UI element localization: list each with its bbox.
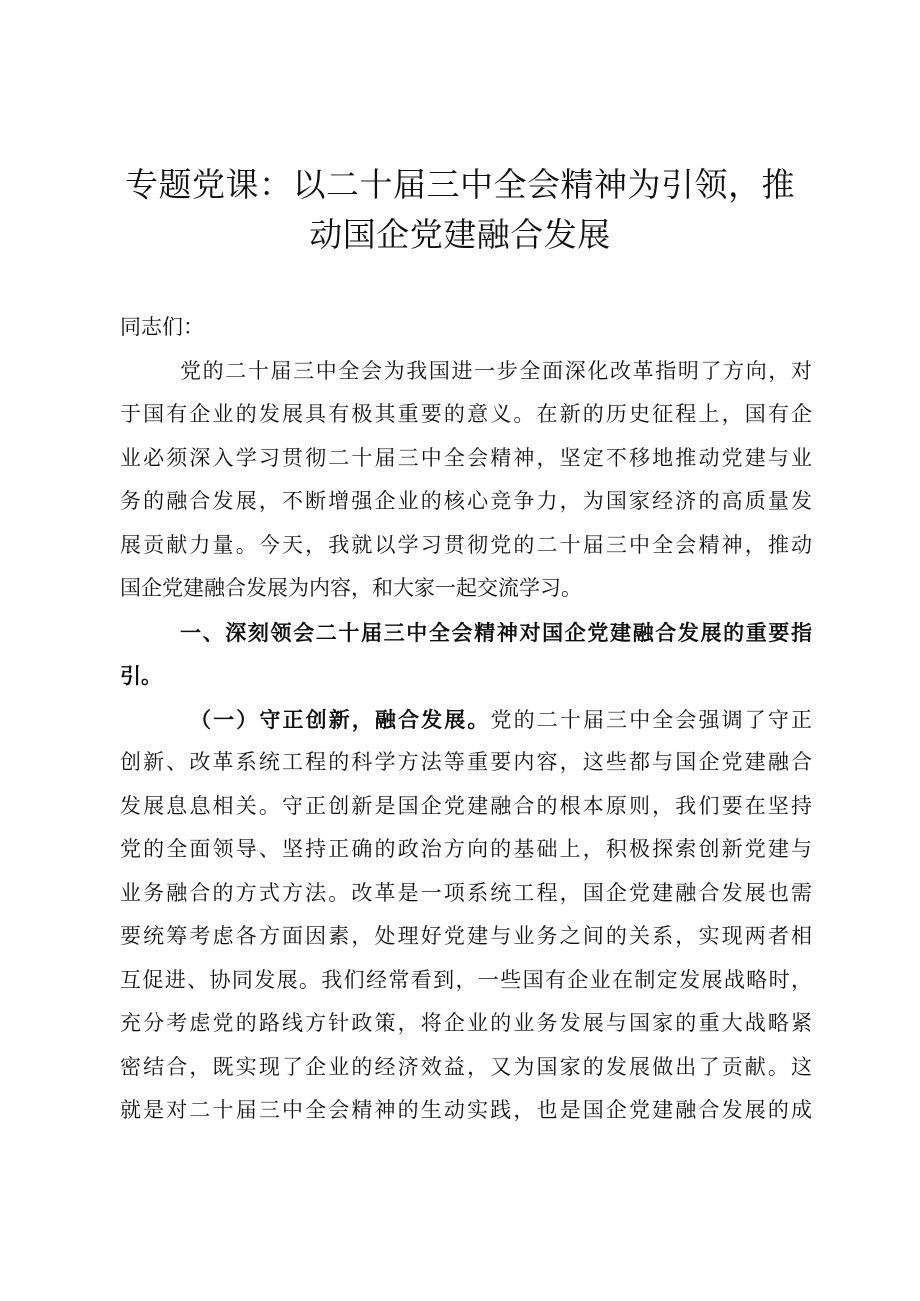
subsection-heading: （一）守正创新，融合发展。 bbox=[190, 706, 491, 732]
intro-line: 于国有企业的发展具有极其重要的意义。在新的历史征程上，国有企 bbox=[120, 402, 812, 426]
intro-line: 国企党建融合发展为内容，和大家一起交流学习。 bbox=[120, 576, 582, 600]
subsection-line: 充分考虑党的路线方针政策，将企业的业务发展与国家的重大战略紧 bbox=[120, 1011, 812, 1035]
subsection-line: 密结合，既实现了企业的经济效益，又为国家的发展做出了贡献。这 bbox=[120, 1054, 812, 1079]
intro-line: 展贡献力量。今天，我就以学习贯彻党的二十届三中全会精神，推动 bbox=[120, 532, 812, 557]
subsection-line: 创新、改革系统工程的科学方法等重要内容，这些都与国企党建融合 bbox=[120, 750, 812, 774]
title-line-2: 动国企党建融合发展 bbox=[309, 215, 611, 254]
intro-line: 务的融合发展，不断增强企业的核心竞争力，为国家经济的高质量发 bbox=[120, 489, 812, 513]
subsection-line: 互促进、协同发展。我们经常看到，一些国有企业在制定发展战略时， bbox=[120, 967, 812, 992]
document-body bbox=[120, 306, 812, 1133]
subsection-first-line bbox=[120, 698, 812, 742]
section-heading-line: 一、深刻领会二十届三中全会精神对国企党建融合发展的重要指 bbox=[180, 619, 812, 645]
intro-line: 业必须深入学习贯彻二十届三中全会精神，坚定不移地推动党建与业 bbox=[120, 445, 812, 470]
salutation: 同志们： bbox=[120, 315, 204, 339]
subsection-line: 业务融合的方式方法。改革是一项系统工程，国企党建融合发展也需 bbox=[120, 880, 812, 905]
subsection-line: 党的全面领导、坚持正确的政治方向的基础上，积极探索创新党建与 bbox=[120, 837, 812, 861]
subsection-first-line-text: 党的二十届三中全会强调了守正 bbox=[490, 707, 812, 732]
subsection-line: 发展息息相关。守正创新是国企党建融合的根本原则，我们要在坚持 bbox=[120, 793, 812, 818]
title-line-1: 专题党课：以二十届三中全会精神为引领，推 bbox=[125, 165, 795, 204]
subsection-line: 要统筹考虑各方面因素，处理好党建与业务之间的关系，实现两者相 bbox=[120, 924, 812, 948]
subsection-line: 就是对二十届三中全会精神的生动实践，也是国企党建融合发展的成 bbox=[120, 1098, 812, 1122]
intro-line: 党的二十届三中全会为我国进一步全面深化改革指明了方向，对 bbox=[180, 358, 812, 383]
document-title bbox=[120, 160, 800, 260]
section-heading-line: 引。 bbox=[120, 663, 162, 688]
